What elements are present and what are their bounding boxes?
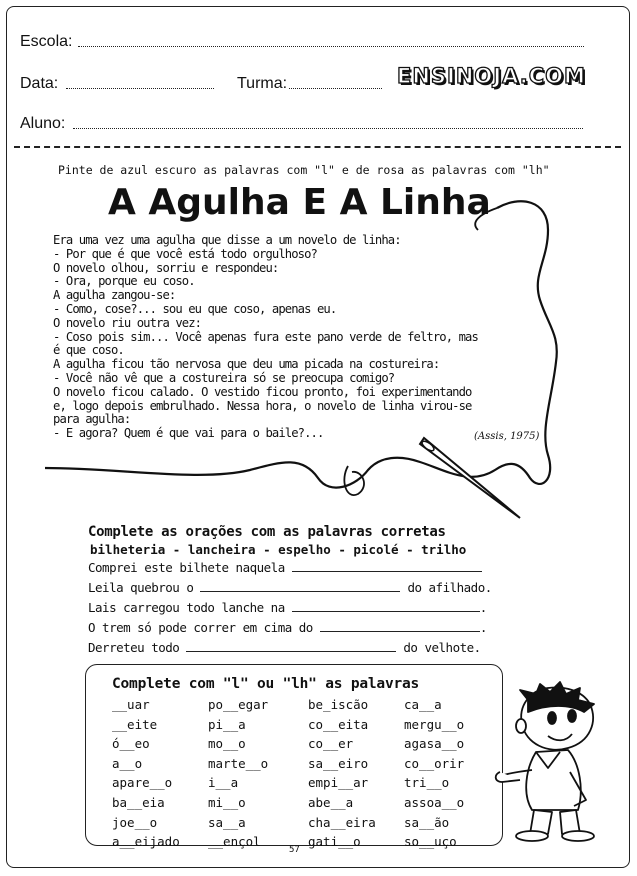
word-item[interactable]: a__o	[112, 755, 143, 771]
story-line: O novelo olhou, sorriu e respondeu:	[53, 260, 279, 275]
word-item[interactable]: agasa__o	[404, 736, 465, 752]
sentence-text: Comprei este bilhete naquela	[88, 560, 285, 575]
word-item[interactable]: po__egar	[208, 697, 269, 712]
instruction-text: Pinte de azul escuro as palavras com "l" e de rosa as palavras com "lh"	[58, 163, 550, 177]
word-item[interactable]: sa__a	[208, 814, 246, 830]
word-item[interactable]: __eite	[112, 716, 158, 732]
word-item[interactable]: cha__eira	[308, 814, 376, 830]
word-item[interactable]: co__orir	[404, 755, 465, 771]
story-line: para agulha:	[53, 412, 131, 427]
word-item[interactable]: sa__eiro	[308, 755, 369, 771]
sentence-text: Derreteu todo	[88, 640, 180, 655]
story-line: e, logo depois embrulhado. Nessa hora, o novelo de linha virou-se	[53, 398, 472, 413]
sentence-end: do velhote.	[403, 640, 481, 655]
student-label: Aluno:	[20, 115, 66, 132]
sentence-text: O trem só pode correr em cima do	[88, 620, 313, 635]
word-item[interactable]: assoa__o	[404, 795, 465, 810]
story-line: - Como, cose?... sou eu que coso, apenas eu.	[53, 301, 337, 316]
story-line: O novelo ficou calado. O vestido ficou pronto, foi experimentando	[53, 384, 472, 399]
word-item[interactable]: __uar	[112, 697, 150, 712]
word-item[interactable]: ba__eia	[112, 795, 165, 810]
story-line: A agulha ficou tão nervosa que deu uma picada na costureira:	[53, 357, 440, 372]
word-item[interactable]: i__a	[208, 775, 239, 791]
word-item[interactable]: gati__o	[308, 834, 361, 850]
word-item[interactable]: sa__ão	[404, 814, 450, 830]
word-item[interactable]: apare__o	[112, 775, 173, 791]
word-item[interactable]: joe__o	[112, 814, 158, 830]
citation: (Assis, 1975)	[474, 431, 540, 442]
activity2-title: Complete as orações com as palavras corretas	[88, 524, 446, 540]
word-item[interactable]: abe__a	[308, 795, 354, 810]
class-label: Turma:	[237, 75, 288, 92]
story-line: - Coso pois sim... Você apenas fura este pano verde de feltro, mas	[53, 329, 478, 344]
word-item[interactable]: empi__ar	[308, 775, 369, 791]
story-line: - Por que é que você está todo orgulhoso?	[53, 246, 317, 261]
activity3-title: Complete com "l" ou "lh" as palavras	[112, 676, 420, 692]
story-title: A Agulha E A Linha	[108, 182, 491, 223]
story-line: A agulha zangou-se:	[53, 288, 176, 303]
page-number: 57	[289, 845, 300, 855]
word-item[interactable]: so__uço	[404, 834, 457, 850]
word-item[interactable]: ó__eo	[112, 736, 150, 752]
word-item[interactable]: __ençol	[208, 834, 261, 850]
story-line: Era uma vez uma agulha que disse a um novelo de linha:	[53, 233, 401, 247]
word-item[interactable]: ca__a	[404, 697, 442, 712]
story-line: O novelo riu outra vez:	[53, 315, 202, 330]
word-item[interactable]: co__eita	[308, 716, 369, 732]
word-item[interactable]: tri__o	[404, 775, 450, 791]
sentence-end: .	[479, 600, 487, 615]
sentence-text: Leila quebrou o	[88, 580, 194, 595]
sentence-end: .	[479, 620, 487, 635]
school-label: Escola:	[20, 33, 73, 50]
word-item[interactable]: a__eijado	[112, 834, 180, 850]
word-item[interactable]: mo__o	[208, 736, 246, 752]
site-logo: ENSINOJA.COM	[397, 64, 586, 88]
word-item[interactable]: mi__o	[208, 795, 246, 810]
sentence-text: Lais carregou todo lanche na	[88, 600, 285, 615]
date-label: Data:	[20, 75, 59, 92]
word-item[interactable]: pi__a	[208, 716, 246, 732]
word-item[interactable]: co__er	[308, 736, 354, 752]
story-line: - Você não vê que a costureira só se preocupa comigo?	[53, 370, 395, 385]
sentence-end: do afilhado.	[407, 580, 492, 595]
story-line: - E agora? Quem é que vai para o baile?...	[53, 426, 324, 441]
word-item[interactable]: marte__o	[208, 755, 269, 771]
story-line: - Ora, porque eu coso.	[53, 274, 195, 289]
story-line: é que coso.	[53, 343, 124, 358]
word-bank: bilheteria - lancheira - espelho - picolé - trilho	[90, 542, 467, 557]
word-item[interactable]: mergu__o	[404, 716, 465, 732]
word-item[interactable]: be_iscão	[308, 697, 369, 712]
